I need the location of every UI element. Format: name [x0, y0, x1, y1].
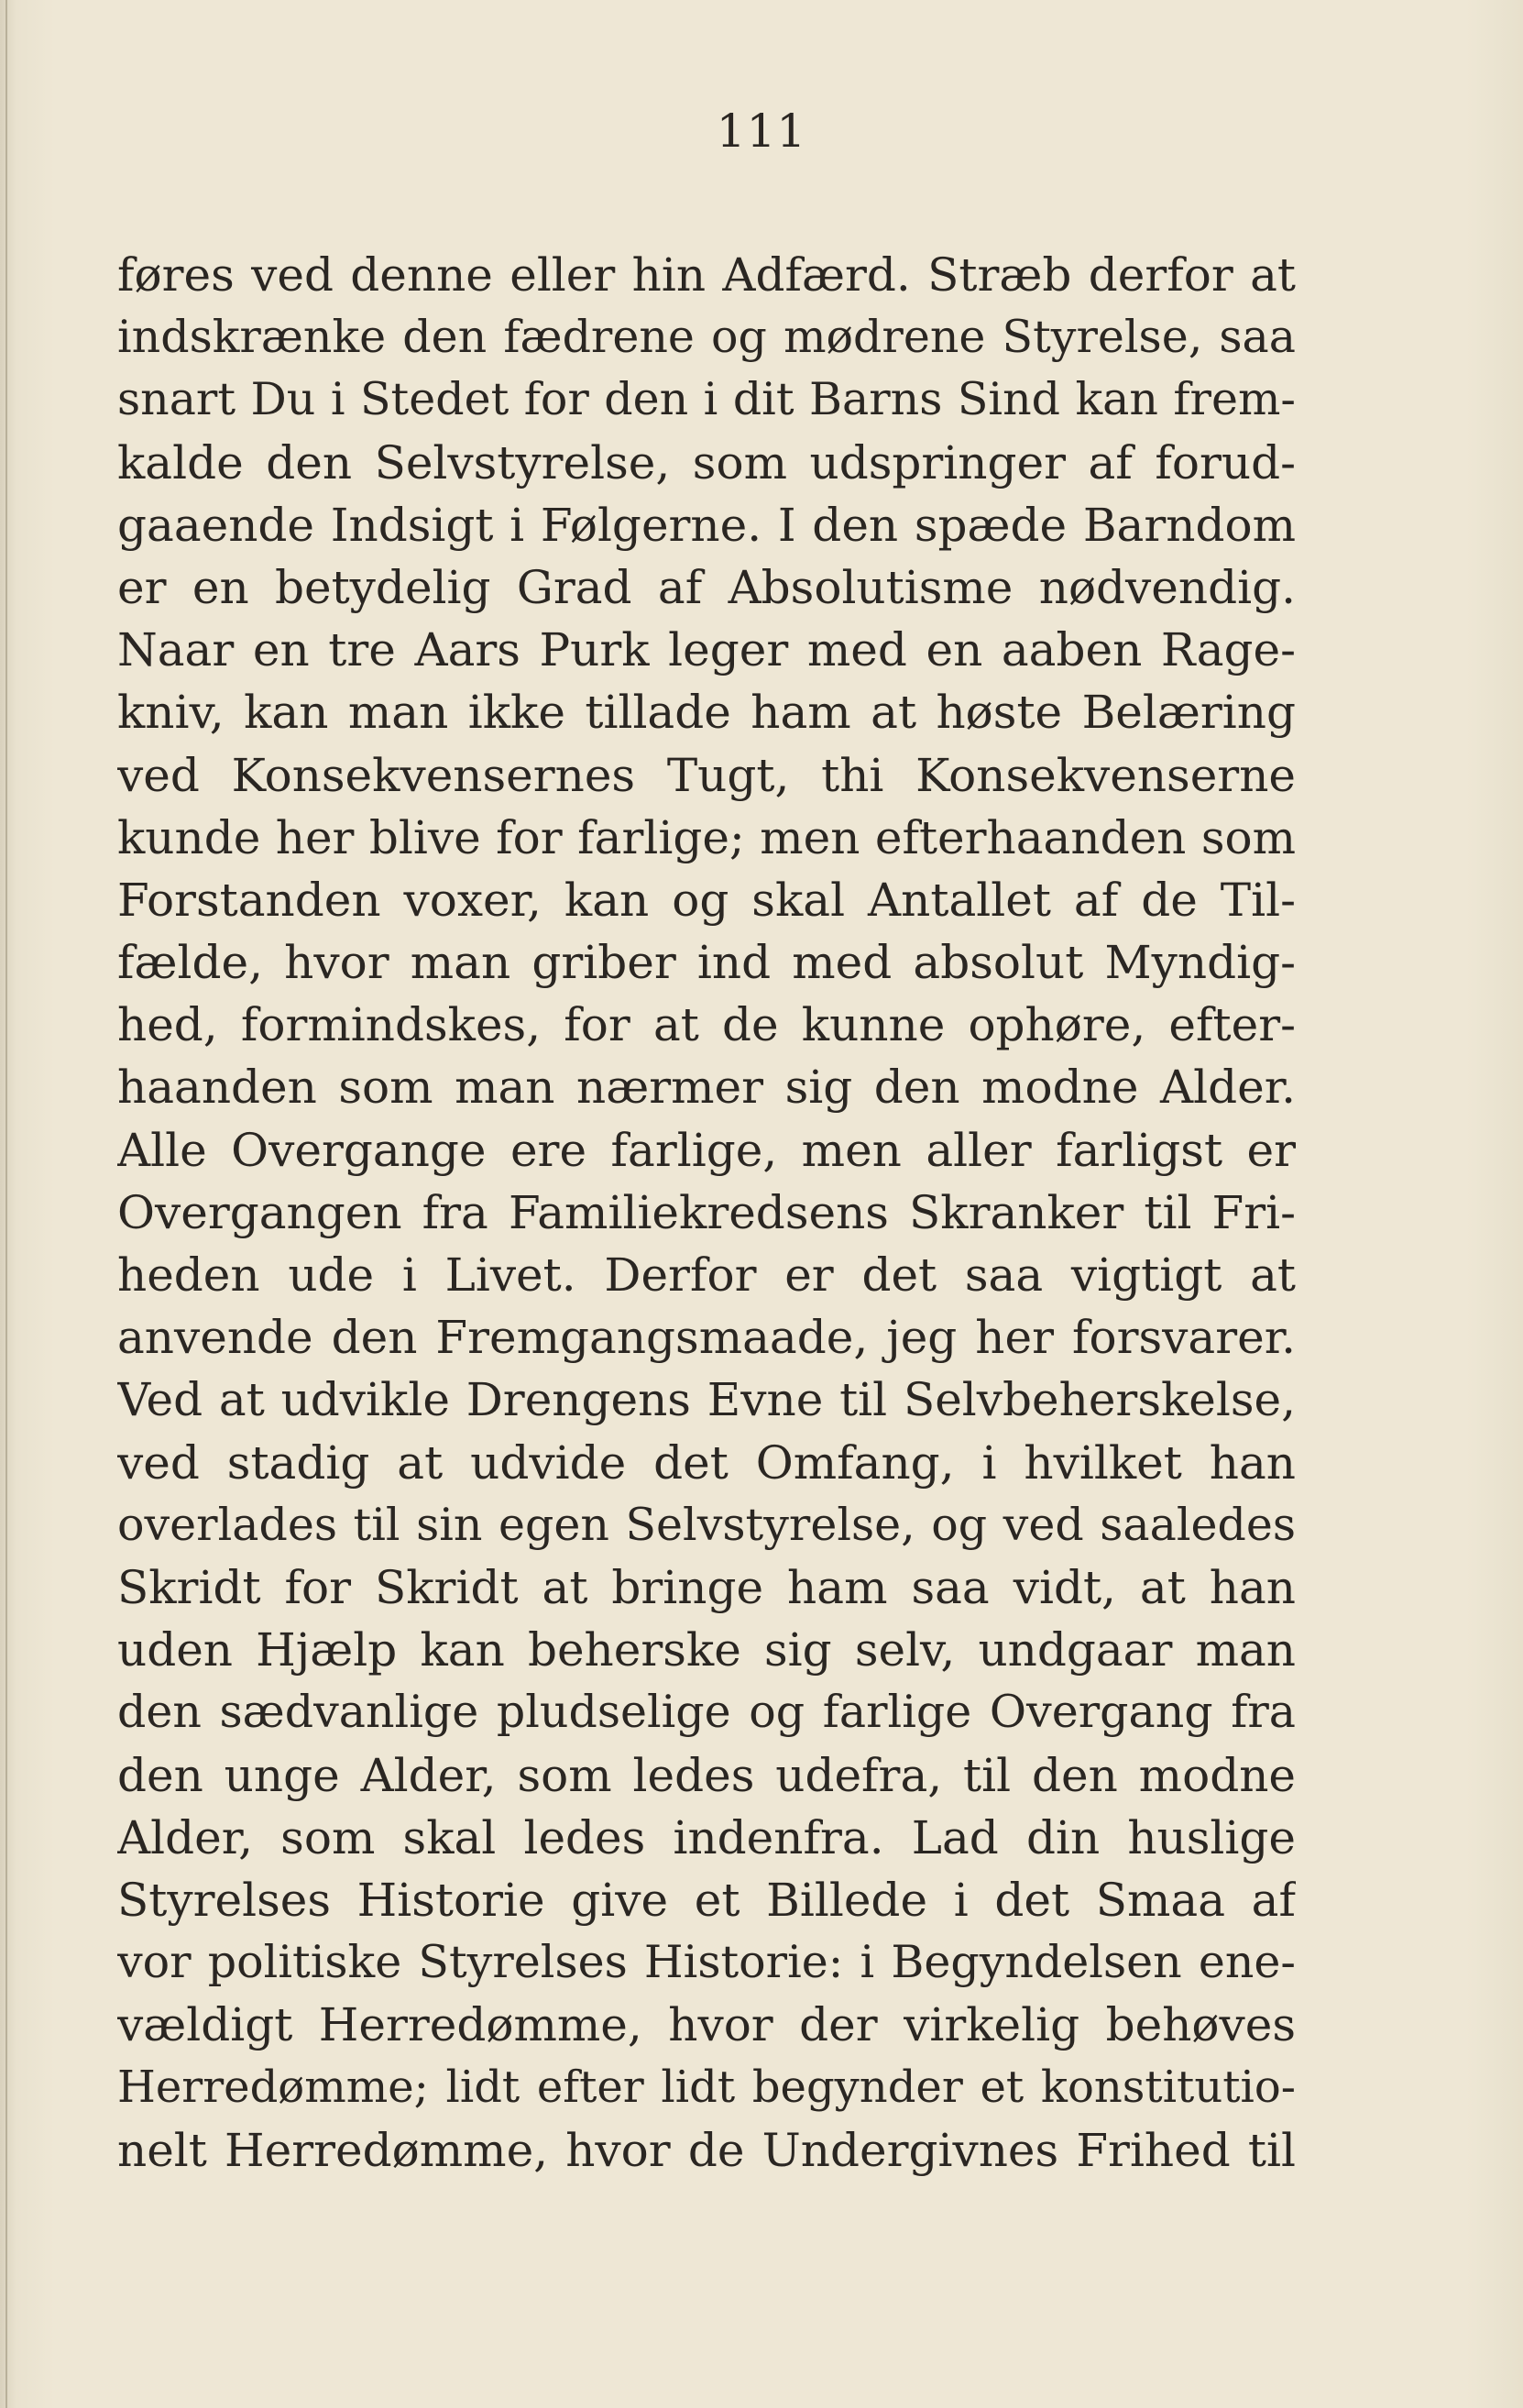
- text-line: indskrænke den fædrene og mødrene Styrelse, saa: [117, 311, 1296, 364]
- text-line: Alle Overgange ere farlige, men aller farligst er: [117, 1123, 1296, 1177]
- text-line: gaaende Indsigt i Følgerne. I den spæde Barndom: [117, 498, 1296, 552]
- text-line: Styrelses Historie give et Billede i det Smaa af: [117, 1873, 1296, 1927]
- text-line: kalde den Selvstyrelse, som udspringer af forud-: [117, 435, 1296, 489]
- text-line: uden Hjælp kan beherske sig selv, undgaar man: [117, 1623, 1296, 1677]
- text-line: Alder, som skal ledes indenfra. Lad din huslige: [117, 1810, 1296, 1864]
- text-line: fælde, hvor man griber ind med absolut Myndig-: [117, 936, 1296, 990]
- text-line: heden ude i Livet. Derfor er det saa vigtigt at: [117, 1248, 1296, 1302]
- text-line: den unge Alder, som ledes udefra, til den modne: [117, 1748, 1296, 1802]
- text-line: Naar en tre Aars Purk leger med en aaben Rage-: [117, 623, 1296, 677]
- text-line: den sædvanlige pludselige og farlige Overgang fra: [117, 1686, 1296, 1739]
- body-text: [117, 244, 1296, 2182]
- text-line: nelt Herredømme, hvor de Undergivnes Frihed til: [117, 2123, 1296, 2177]
- text-line: vor politiske Styrelses Historie: i Begyndelsen ene-: [117, 1936, 1296, 1989]
- text-line: vældigt Herredømme, hvor der virkelig behøves: [117, 1998, 1296, 2052]
- text-line: ved Konsekvensernes Tugt, thi Konsekvenserne: [117, 748, 1296, 802]
- text-line: hed, formindskes, for at de kunne ophøre, efter-: [117, 998, 1296, 1052]
- page-number: 111: [716, 104, 807, 158]
- text-line: Herredømme; lidt efter lidt begynder et konstitutio-: [117, 2062, 1296, 2114]
- text-line: er en betydelig Grad af Absolutisme nødvendig.: [117, 560, 1296, 614]
- text-line: anvende den Fremgangsmaade, jeg her forsvarer.: [117, 1311, 1296, 1365]
- text-line: kunde her blive for farlige; men efterhaanden som: [117, 810, 1296, 864]
- text-line: Overgangen fra Familiekredsens Skranker til Fri-: [117, 1185, 1296, 1239]
- page-edge: [5, 0, 7, 2408]
- text-line: overlades til sin egen Selvstyrelse, og ved saaledes: [117, 1498, 1296, 1551]
- text-line: Skridt for Skridt at bringe ham saa vidt, at han: [117, 1560, 1296, 1614]
- text-line: Ved at udvikle Drengens Evne til Selvbeherskelse,: [117, 1373, 1296, 1427]
- text-line: snart Du i Stedet for den i dit Barns Sind kan frem-: [117, 373, 1296, 426]
- text-line: ved stadig at udvide det Omfang, i hvilket han: [117, 1435, 1296, 1490]
- text-line: kniv, kan man ikke tillade ham at høste Belæring: [117, 686, 1296, 740]
- text-line: føres ved denne eller hin Adfærd. Stræb derfor at: [117, 248, 1296, 302]
- text-line: haanden som man nærmer sig den modne Alder.: [117, 1061, 1296, 1115]
- text-line: Forstanden voxer, kan og skal Antallet af de Til-: [117, 873, 1296, 927]
